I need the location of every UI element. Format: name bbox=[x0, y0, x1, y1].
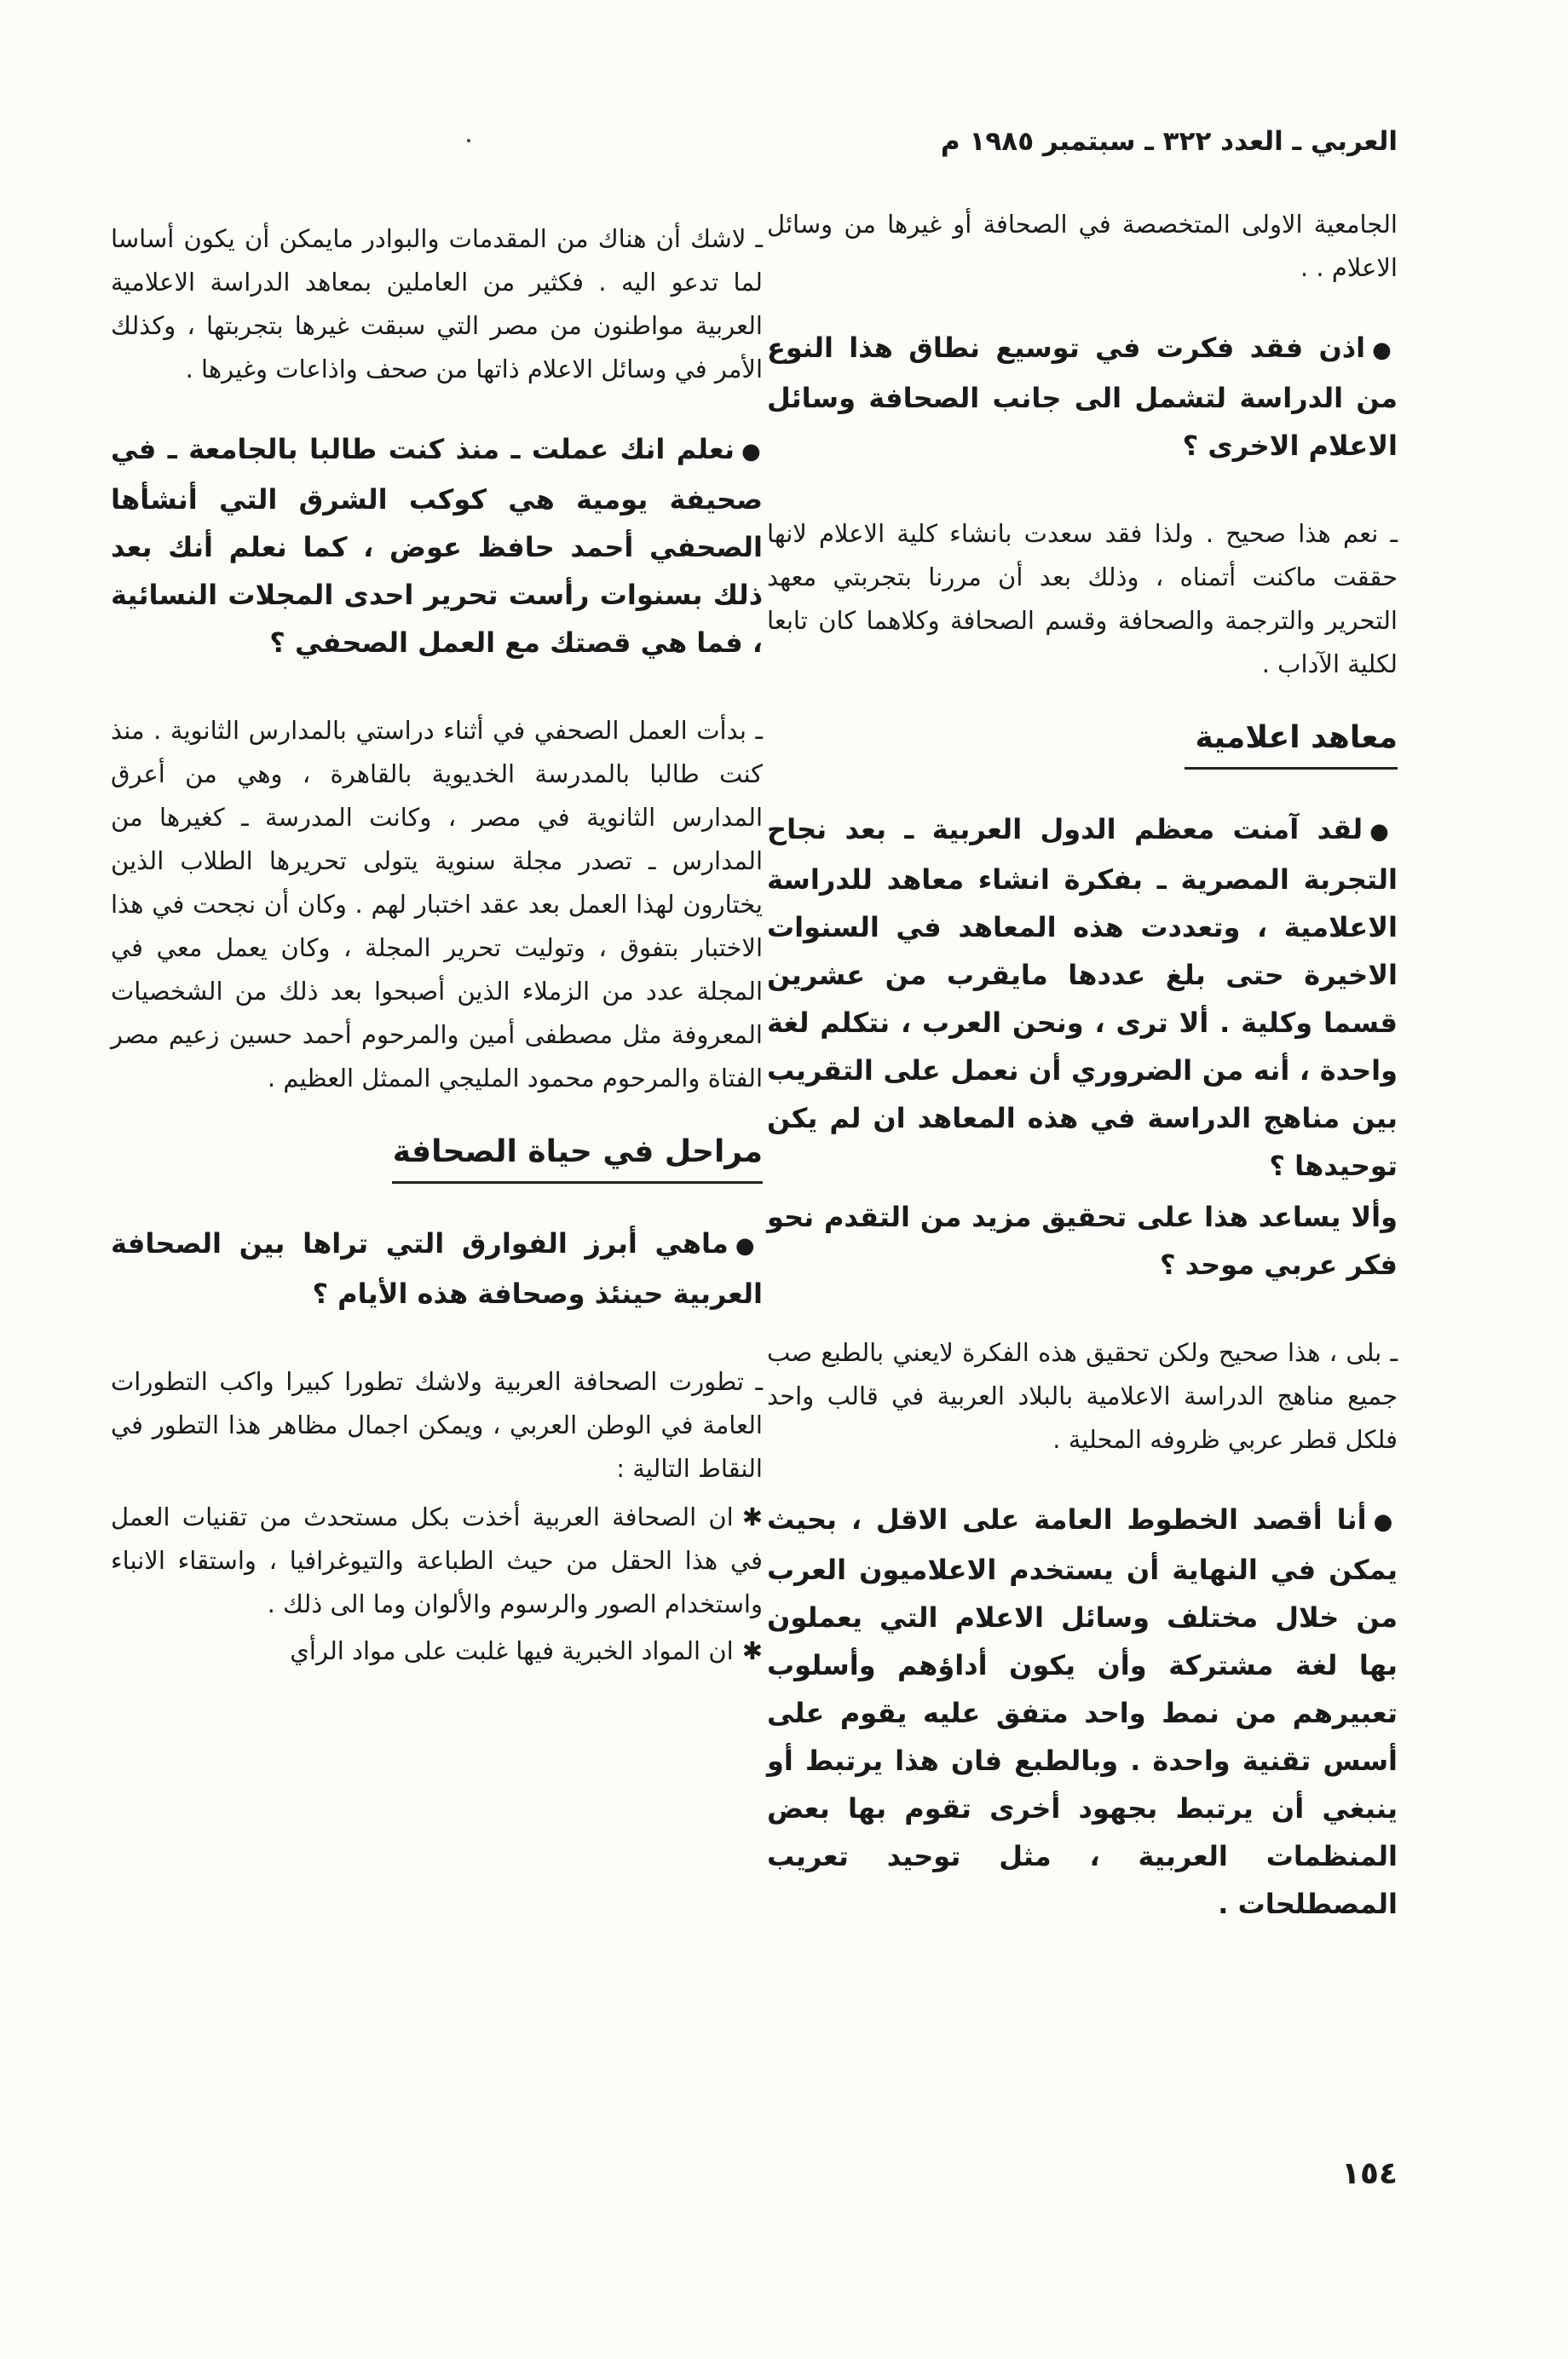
list-point bbox=[111, 1629, 763, 1673]
section-heading: مراحل في حياة الصحافة bbox=[392, 1134, 763, 1184]
star-icon: ✱ bbox=[741, 1502, 763, 1531]
interview-question bbox=[111, 1220, 763, 1318]
interview-question bbox=[111, 425, 763, 666]
bullet-icon: ● bbox=[1369, 819, 1398, 845]
point-text: ان الصحافة العربية أخذت بكل مستحدث من تقنيات العمل في هذا الحقل من حيث الطباعة والتيوغرافيا ، واستقاء الانباء واستخدام الصور والرسوم والألوان وما الى ذلك . bbox=[111, 1502, 763, 1618]
scan-dot bbox=[467, 139, 470, 142]
interview-question bbox=[767, 805, 1398, 1190]
interview-question bbox=[767, 1496, 1398, 1928]
bullet-icon: ● bbox=[741, 439, 764, 464]
question-text: لقد آمنت معظم الدول العربية ـ بعد نجاح التجربة المصرية ـ بفكرة انشاء معاهد للدراسة الاعلامية ، وتعددت هذه المعاهد في السنوات الاخيرة حتى بلغ عددها مايقرب من عشرين قسما وكلية . ألا ترى ، ونحن العرب ، نتكلم لغة واحدة ، أنه من الضروري أن نعمل على التقريب بين مناهج الدراسة في هذه المعاهد ان لم يكن توحيدها ؟ bbox=[767, 813, 1398, 1182]
bullet-icon: ● bbox=[735, 1233, 764, 1259]
page-number: ١٥٤ bbox=[1341, 2156, 1398, 2191]
question-text: ماهي أبرز الفوارق التي تراها بين الصحافة العربية حينئذ وصحافة هذه الأيام ؟ bbox=[111, 1227, 763, 1310]
left-column bbox=[111, 217, 763, 1676]
point-text: ان المواد الخبرية فيها غلبت على مواد الرأي bbox=[290, 1636, 734, 1665]
interview-question bbox=[767, 324, 1398, 470]
interview-answer: ـ بلى ، هذا صحيح ولكن تحقيق هذه الفكرة لايعني بالطبع صب جميع مناهج الدراسة الاعلامية بالبلاد العربية في قالب واحد فلكل قطر عربي ظروفه المحلية . bbox=[767, 1338, 1398, 1454]
interview-question-continued: وألا يساعد هذا على تحقيق مزيد من التقدم نحو فكر عربي موحد ؟ bbox=[767, 1201, 1398, 1281]
interview-answer: ـ نعم هذا صحيح . ولذا فقد سعدت بانشاء كلية الاعلام لانها حققت ماكنت أتمناه ، وذلك بعد أن مررنا بتجربتي معهد التحرير والترجمة والصحافة وقسم الصحافة وكلاهما كان تابعا لكلية الآداب . bbox=[767, 519, 1398, 678]
list-point bbox=[111, 1496, 763, 1626]
section-heading: معاهد اعلامية bbox=[1185, 720, 1398, 770]
interview-answer: ـ لاشك أن هناك من المقدمات والبوادر مايمكن أن يكون أساسا لما تدعو اليه . فكثير من العاملين بمعاهد الدراسة الاعلامية العربية مواطنون من مصر التي سبقت غيرها بتجربتها ، وكذلك الأمر في وسائل الاعلام ذاتها من صحف واذاعات وغيرها . bbox=[111, 224, 763, 384]
question-text: اذن فقد فكرت في توسيع نطاق هذا النوع من الدراسة لتشمل الى جانب الصحافة وسائل الاعلام الاخرى ؟ bbox=[767, 332, 1398, 462]
question-text: نعلم انك عملت ـ منذ كنت طالبا بالجامعة ـ في صحيفة يومية هي كوكب الشرق التي أنشأها الصحفي أحمد حافظ عوض ، كما نعلم أنك بعد ذلك بسنوات رأست تحرير احدى المجلات النسائية ، فما هي قصتك مع العمل الصحفي ؟ bbox=[111, 433, 763, 659]
interview-answer: ـ بدأت العمل الصحفي في أثناء دراستي بالمدارس الثانوية . منذ كنت طالبا بالمدرسة الخديوية بالقاهرة ، وهي من أعرق المدارس الثانوية في مصر ، وكانت المدرسة ـ كغيرها من المدارس ـ تصدر مجلة سنوية يتولى تحريرها الطلاب الذين يختارون لهذا العمل بعد عقد اختبار لهم . وكان أن نجحت في هذا الاختبار بتفوق ، وتوليت تحرير المجلة ، وكان يعمل معي في المجلة عدد من الزملاء الذين أصبحوا بعد ذلك من الشخصيات المعروفة مثل مصطفى أمين والمرحوم أحمد حسين زعيم مصر الفتاة والمرحوم محمود المليجي الممثل العظيم . bbox=[111, 716, 763, 1093]
bullet-icon: ● bbox=[1373, 1509, 1398, 1535]
bullet-icon: ● bbox=[1372, 337, 1398, 363]
question-text: أنا أقصد الخطوط العامة على الاقل ، بحيث يمكن في النهاية أن يستخدم الاعلاميون العرب من خلال مختلف وسائل الاعلام التي يعملون بها لغة مشتركة وأن يكون أداؤهم وأسلوب تعبيرهم من نمط واحد متفق عليه يقوم على أسس تقنية واحدة . وبالطبع فان هذا يرتبط أو ينبغي أن يرتبط بجهود أخرى تقوم بها بعض المنظمات العربية ، مثل توحيد تعريب المصطلحات . bbox=[767, 1503, 1398, 1920]
interview-answer: ـ تطورت الصحافة العربية ولاشك تطورا كبيرا واكب التطورات العامة في الوطن العربي ، ويمكن اجمال مظاهر هذا التطور في النقاط التالية : bbox=[111, 1367, 763, 1483]
right-column bbox=[767, 203, 1398, 1970]
star-icon: ✱ bbox=[741, 1636, 763, 1665]
page-header: العربي ـ العدد ٣٢٢ ـ سبتمبر ١٩٨٥ م bbox=[940, 126, 1398, 157]
continuation-paragraph: الجامعية الاولى المتخصصة في الصحافة أو غيرها من وسائل الاعلام . . bbox=[767, 210, 1398, 282]
